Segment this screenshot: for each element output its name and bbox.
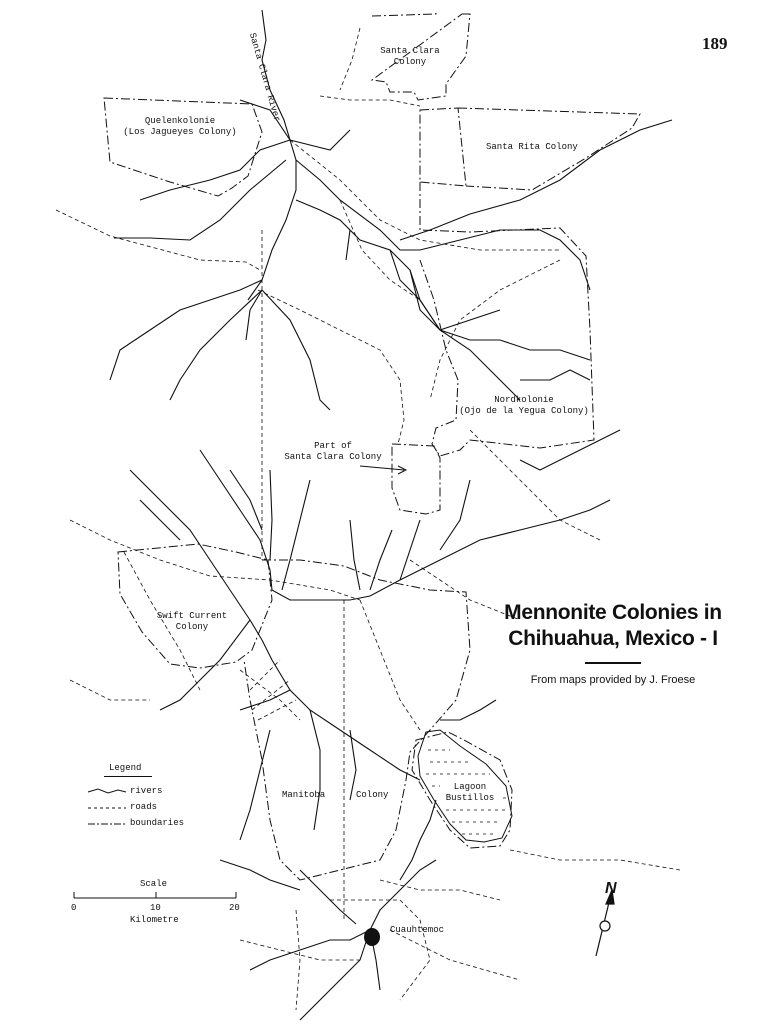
legend-roads: roads xyxy=(130,802,158,812)
label-santa-clara-river: Santa Clara River xyxy=(246,31,282,123)
legend-title: Legend xyxy=(109,763,142,773)
map-credit: From maps provided by J. Froese xyxy=(530,674,696,686)
label-colony: Colony xyxy=(356,790,389,800)
map-title-block xyxy=(478,600,748,686)
legend-boundaries: boundaries xyxy=(130,818,185,828)
scale-unit: Kilometre xyxy=(130,915,179,925)
legend-samples xyxy=(88,789,126,824)
map-title-line-2: Chihuahua, Mexico - I xyxy=(508,627,718,650)
label-santa-rita-colony: Santa Rita Colony xyxy=(486,142,578,152)
label-nordkolonie: Nordkolonie (Ojo de la Yegua Colony) xyxy=(459,395,589,416)
scale-tick-10: 10 xyxy=(150,903,161,913)
rivers xyxy=(110,10,672,1020)
label-quelenkolonie: Quelenkolonie (Los Jagueyes Colony) xyxy=(123,116,237,137)
north-label: N xyxy=(605,880,617,897)
legend-underline xyxy=(104,776,152,777)
scale-tick-0: 0 xyxy=(71,903,77,913)
label-santa-clara-colony: Santa Clara Colony xyxy=(380,46,440,67)
map-title-line-1: Mennonite Colonies in xyxy=(504,601,722,624)
scale-title: Scale xyxy=(140,879,168,889)
cuauhtemoc-town-marker xyxy=(364,928,380,946)
scale-tick-20: 20 xyxy=(229,903,240,913)
label-manitoba: Manitoba xyxy=(282,790,326,800)
label-cuauhtemoc: Cuauhtemoc xyxy=(390,925,445,935)
north-arrow xyxy=(596,890,614,956)
legend-rivers: rivers xyxy=(130,786,163,796)
page-number: 189 xyxy=(702,34,728,53)
label-part-santa-clara: Part of Santa Clara Colony xyxy=(284,441,382,462)
label-swift-current: Swift Current Colony xyxy=(156,611,228,632)
scale-bar xyxy=(74,892,236,898)
title-divider xyxy=(585,662,641,664)
label-lagoon-bustillos: Lagoon Bustillos xyxy=(440,782,500,804)
part-santa-clara-arrow xyxy=(360,466,406,474)
